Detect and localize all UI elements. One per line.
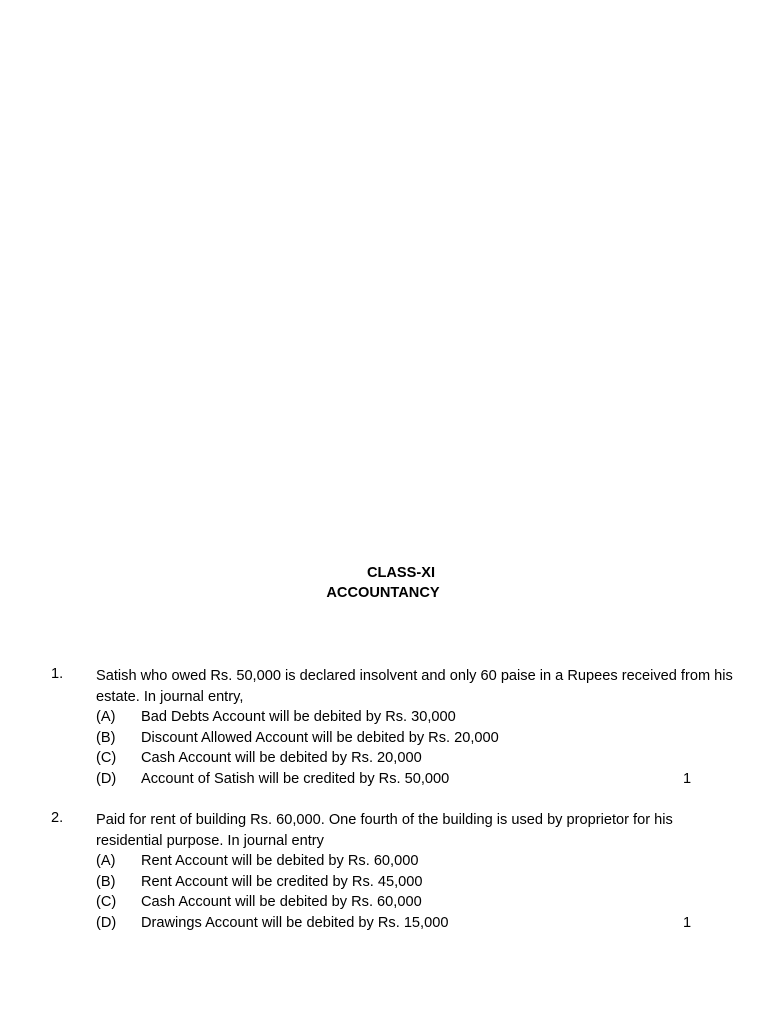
option-text: Cash Account will be debited by Rs. 20,000 [141, 750, 422, 766]
option-label: (B) [96, 729, 116, 746]
question-number: 1. [51, 666, 64, 682]
option-text: Bad Debts Account will be debited by Rs. 30,000 [141, 709, 456, 725]
option-label: (A) [96, 709, 116, 725]
option-label: (A) [96, 853, 116, 869]
question-number: 2. [51, 810, 64, 826]
option-b [96, 872, 716, 893]
option-a [96, 851, 716, 872]
option-text: Drawings Account will be debited by Rs. 15,000 [141, 914, 449, 931]
option-text: Discount Allowed Account will be debited by Rs. 20,000 [141, 729, 499, 746]
question-text: Satish who owed Rs. 50,000 is declared insolvent and only 60 paise in a Rupees received from his estate. In journal entry, [96, 668, 733, 705]
option-label: (B) [96, 873, 116, 890]
option-label: (C) [96, 894, 117, 910]
option-text: Rent Account will be credited by Rs. 45,000 [141, 873, 423, 890]
option-b [96, 728, 716, 749]
option-d [96, 913, 716, 934]
option-text: Account of Satish will be credited by Rs. 50,000 [141, 770, 450, 787]
marks-value: 1 [683, 914, 692, 931]
class-heading: CLASS-XI [366, 565, 436, 581]
option-c [96, 748, 716, 769]
option-c [96, 892, 716, 913]
option-text: Rent Account will be debited by Rs. 60,000 [141, 853, 419, 869]
option-label: (D) [96, 770, 117, 787]
option-label: (C) [96, 750, 117, 766]
options-list [96, 707, 716, 789]
marks-value: 1 [683, 770, 692, 787]
option-label: (D) [96, 914, 117, 931]
options-list [96, 851, 716, 933]
option-a [96, 707, 716, 728]
question-text: Paid for rent of building Rs. 60,000. One fourth of the building is used by proprietor for his residential purpose. In journal entry [96, 812, 673, 849]
subject-heading: ACCOUNTANCY [326, 585, 440, 601]
option-d [96, 769, 716, 790]
option-text: Cash Account will be debited by Rs. 60,000 [141, 894, 422, 910]
